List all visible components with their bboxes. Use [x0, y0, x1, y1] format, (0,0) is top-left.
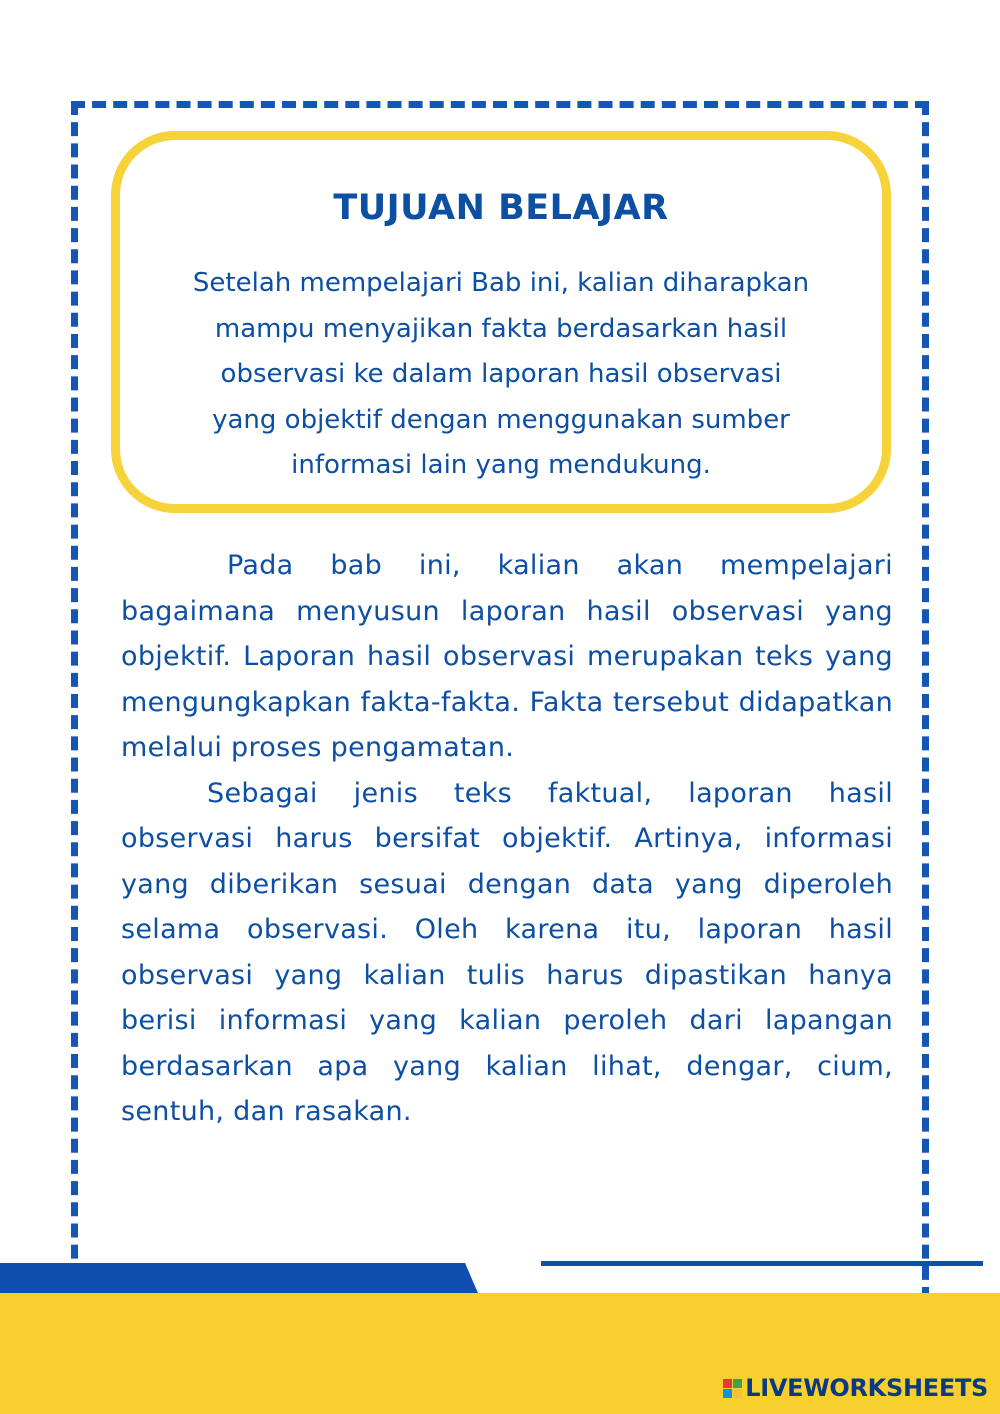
paragraph-intro: Pada bab ini, kalian akan mempelajari bagaimana menyusun laporan hasil observasi yang objektif. Laporan hasil observasi merupakan teks yang mengungkapkan fakta-fakta. Fakta tersebut didapatkan melalui proses pengamatan.: [121, 550, 893, 763]
liveworksheets-brand: LIVEWORKSHEETS: [745, 1374, 988, 1402]
learning-goal-box: [111, 131, 891, 513]
learning-goal-line: informasi lain yang mendukung.: [291, 450, 711, 480]
learning-goal-line: Setelah mempelajari Bab ini, kalian diharapkan: [192, 268, 810, 298]
blue-footer-line: [541, 1261, 983, 1266]
liveworksheets-mark-icon: [723, 1379, 742, 1398]
paragraph-objectivity: Sebagai jenis teks faktual, laporan hasil observasi harus bersifat objektif. Artinya, informasi yang diberikan sesuai dengan data yang diperoleh selama observasi. Oleh karena itu, laporan hasil observasi yang kalian tulis harus dipastikan hanya berisi informasi yang kalian peroleh dari lapangan berdasarkan apa yang kalian lihat, dengar, cium, sentuh, dan rasakan.: [121, 777, 893, 1127]
blue-footer-band: [0, 1263, 478, 1293]
learning-goal-line: mampu menyajikan fakta berdasarkan hasil: [214, 313, 788, 344]
learning-goal-line: observasi ke dalam laporan hasil observasi: [220, 359, 782, 389]
learning-goal-text: [120, 261, 882, 489]
liveworksheets-logo[interactable]: [723, 1374, 988, 1402]
body-text: [121, 543, 893, 1135]
learning-goal-title: TUJUAN BELAJAR: [333, 188, 669, 228]
learning-goal-line: yang objektif dengan menggunakan sumber: [212, 404, 790, 435]
yellow-footer: [0, 1293, 1000, 1414]
